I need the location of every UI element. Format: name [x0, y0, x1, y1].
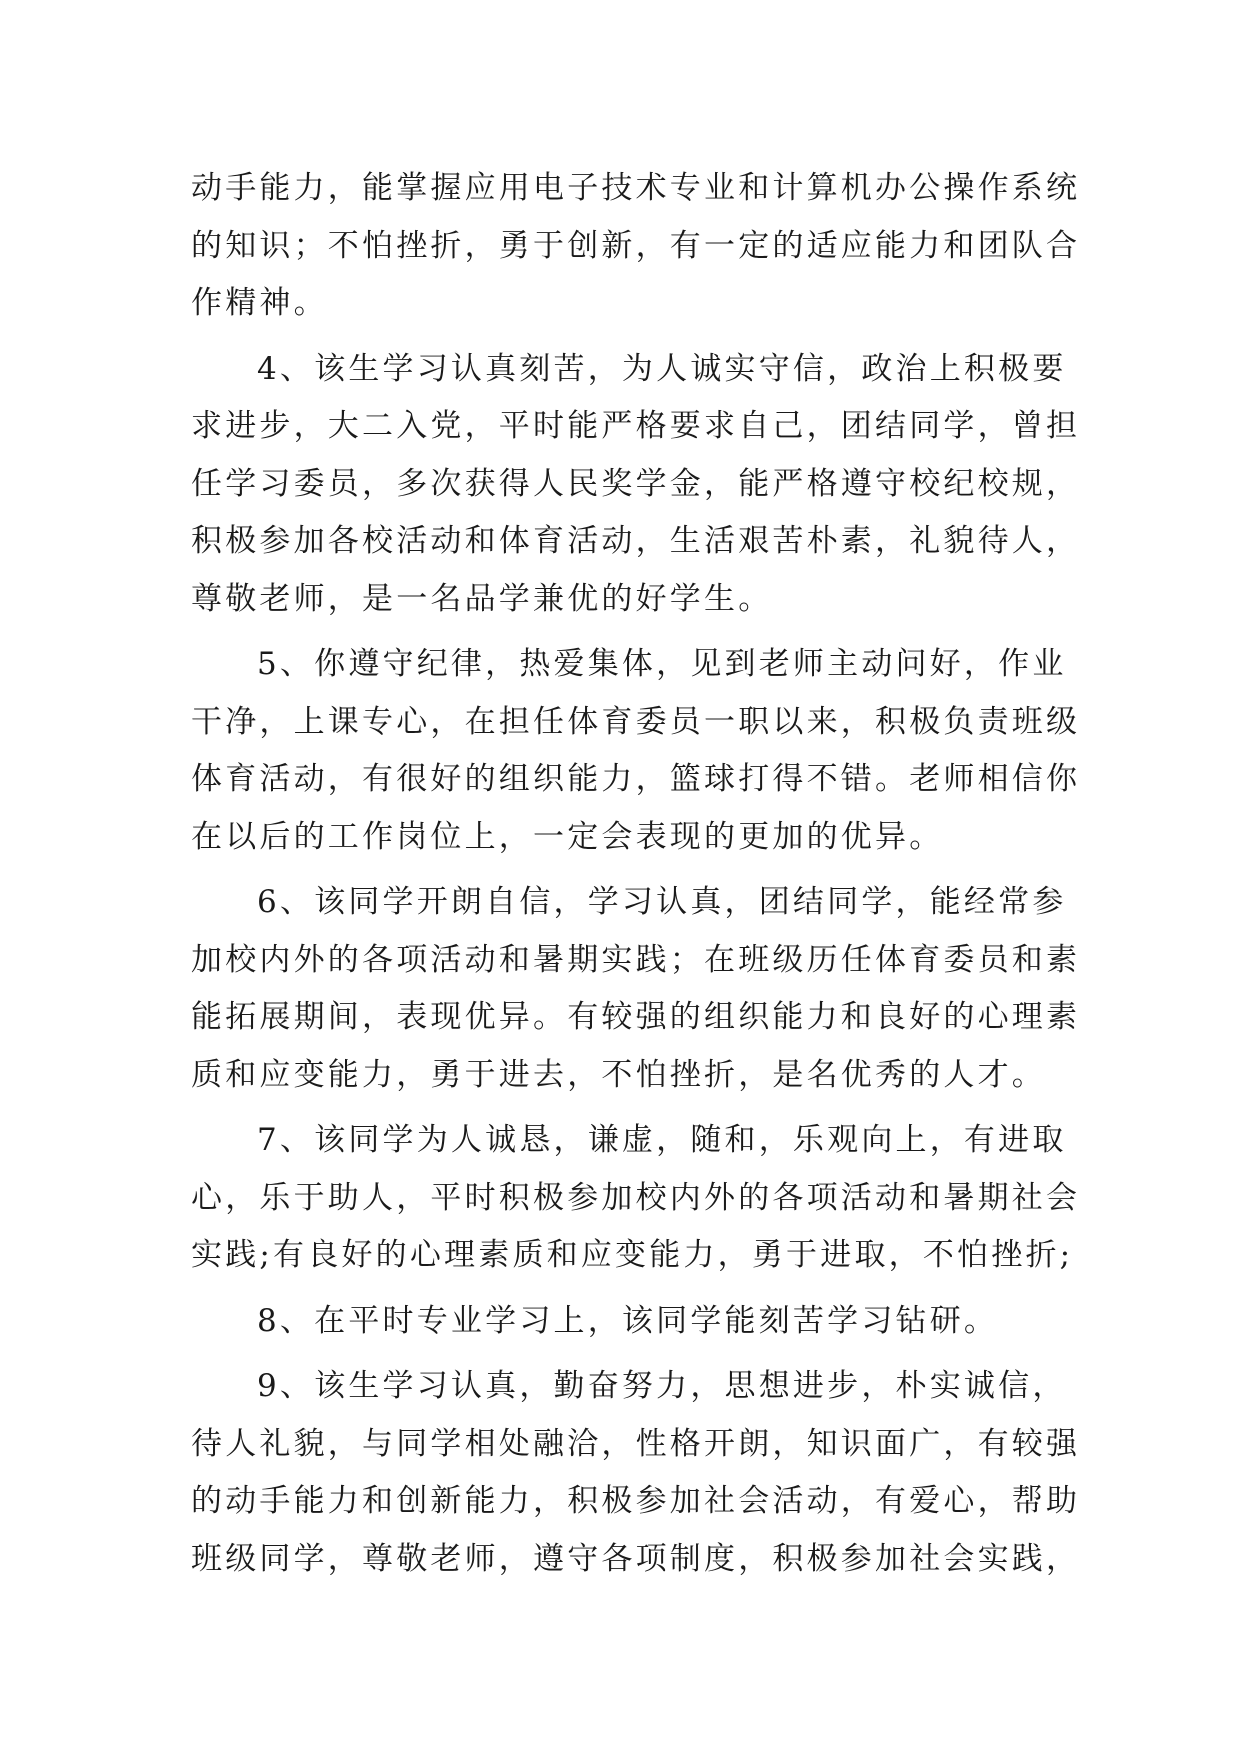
paragraph-6 [191, 874, 1081, 1104]
text-line: 班级同学，尊敬老师，遵守各项制度，积极参加社会实践， [191, 1540, 1081, 1577]
paragraph-9 [191, 1358, 1081, 1588]
text-line: 体育活动，有很好的组织能力，篮球打得不错。老师相信你 [191, 761, 1081, 797]
text-line: 求进步，大二入党，平时能严格要求自己，团结同学，曾担 [191, 408, 1081, 444]
text-line: 的动手能力和创新能力，积极参加社会活动，有爱心，帮助 [191, 1483, 1081, 1519]
text-line: 任学习委员，多次获得人民奖学金，能严格遵守校纪校规， [191, 465, 1081, 502]
text-line: 4、该生学习认真刻苦，为人诚实守信，政治上积极要 [257, 350, 1067, 387]
paragraph-4 [191, 341, 1081, 629]
text-line: 待人礼貌，与同学相处融洽，性格开朗，知识面广，有较强 [191, 1425, 1081, 1462]
paragraph-7 [191, 1112, 1081, 1285]
document-body [191, 160, 1081, 1588]
text-line: 7、该同学为人诚恳，谦虚，随和，乐观向上，有进取 [257, 1122, 1067, 1158]
text-line: 9、该生学习认真，勤奋努力，思想进步，朴实诚信， [257, 1368, 1067, 1404]
text-line: 质和应变能力，勇于进去，不怕挫折，是名优秀的人才。 [191, 1056, 1046, 1093]
text-line: 的知识；不怕挫折，勇于创新，有一定的适应能力和团队合 [191, 227, 1081, 264]
paragraph-3-tail [191, 160, 1081, 333]
text-line: 5、你遵守纪律，热爱集体，见到老师主动问好，作业 [257, 646, 1067, 682]
text-line: 实践;有良好的心理素质和应变能力，勇于进取，不怕挫折; [191, 1237, 1074, 1273]
text-line: 8、在平时专业学习上，该同学能刻苦学习钻研。 [257, 1302, 999, 1339]
paragraph-5 [191, 636, 1081, 866]
text-line: 干净，上课专心，在担任体育委员一职以来，积极负责班级 [191, 703, 1081, 740]
text-line: 能拓展期间，表现优异。有较强的组织能力和良好的心理素 [191, 999, 1081, 1035]
text-line: 尊敬老师，是一名品学兼优的好学生。 [191, 580, 773, 617]
text-line: 作精神。 [191, 285, 328, 321]
text-line: 在以后的工作岗位上，一定会表现的更加的优异。 [191, 818, 944, 855]
text-line: 积极参加各校活动和体育活动，生活艰苦朴素，礼貌待人， [191, 523, 1081, 559]
text-line: 6、该同学开朗自信，学习认真，团结同学，能经常参 [257, 884, 1067, 920]
text-line: 心，乐于助人，平时积极参加校内外的各项活动和暑期社会 [191, 1179, 1081, 1216]
text-line: 动手能力，能掌握应用电子技术专业和计算机办公操作系统 [191, 170, 1081, 206]
paragraph-8 [191, 1293, 1061, 1351]
text-line: 加校内外的各项活动和暑期实践；在班级历任体育委员和素 [191, 941, 1081, 978]
